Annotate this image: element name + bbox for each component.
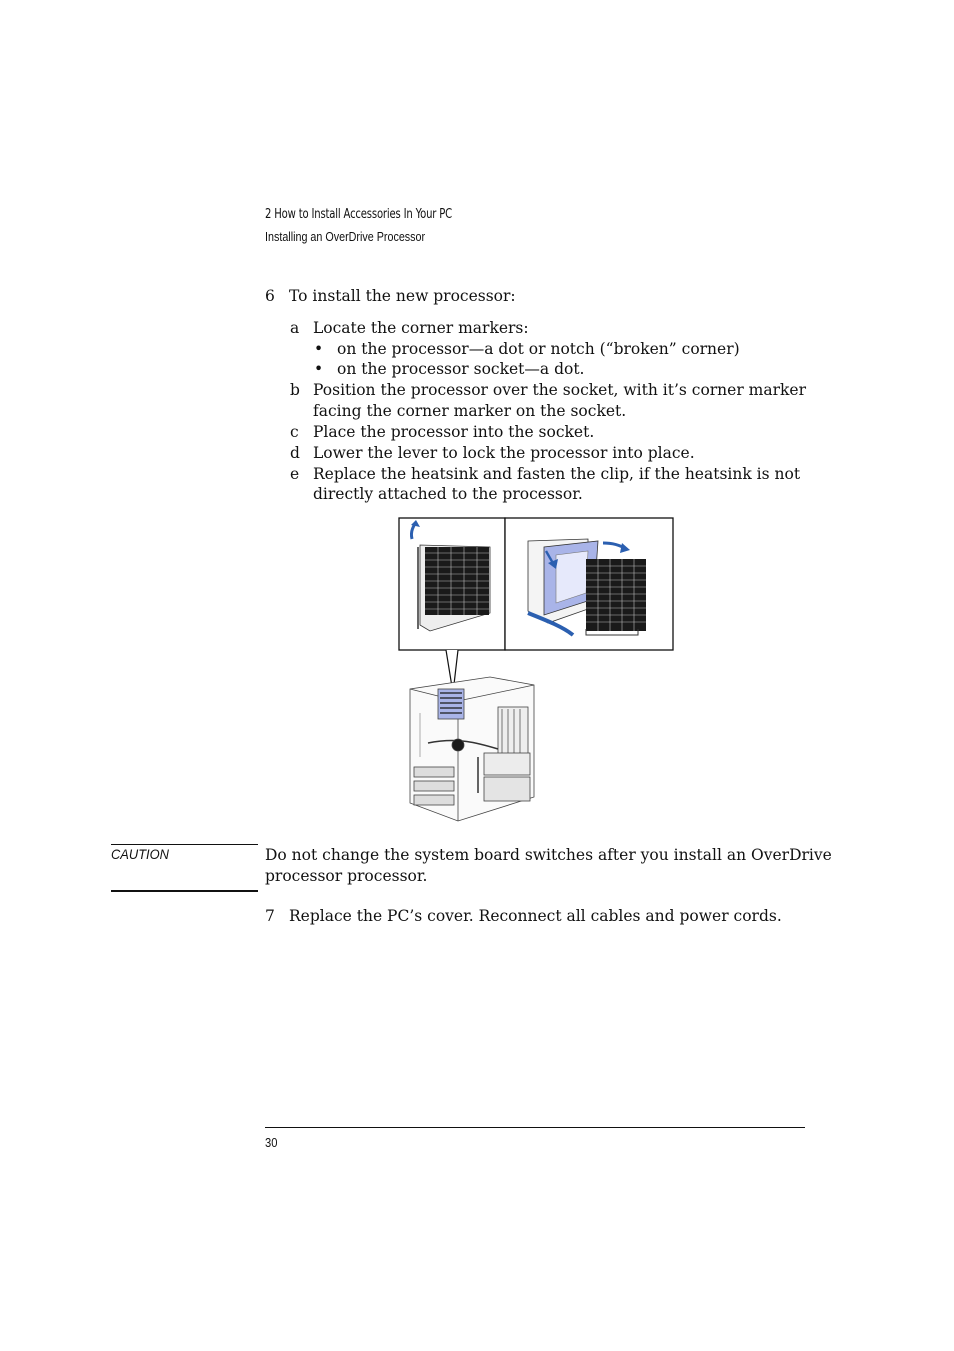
substep-text: Replace the heatsink and fasten the clip, if the heatsink is not [313, 465, 801, 483]
substep-text: Locate the corner markers: [313, 319, 529, 337]
caution-top-rule [111, 844, 258, 845]
caution-text: Do not change the system board switches after you install an OverDrive [265, 846, 832, 864]
substep-text: directly attached to the processor. [313, 485, 583, 503]
substep-letter: a [290, 319, 300, 337]
substep-text: facing the corner marker on the socket. [313, 402, 627, 420]
bullet-text: on the processor socket—a dot. [337, 360, 585, 378]
caution-bottom-rule [111, 890, 258, 892]
caution-label: CAUTION [111, 846, 169, 862]
bullet-marker: • [314, 360, 324, 378]
substep-letter: d [290, 444, 300, 462]
substep-letter: c [290, 423, 299, 441]
substep-letter: b [290, 381, 300, 399]
step-number: 7 [265, 907, 275, 925]
chapter-heading: 2 How to Install Accessories In Your PC [265, 207, 453, 222]
processor-install-illustration [398, 517, 678, 823]
substep-text: Lower the lever to lock the processor into place. [313, 444, 695, 462]
bullet-marker: • [314, 340, 324, 358]
section-heading: Installing an OverDrive Processor [265, 230, 426, 244]
pc-tower-icon [410, 677, 534, 821]
step-text: Replace the PC’s cover. Reconnect all cables and power cords. [289, 907, 782, 925]
substep-text: Place the processor into the socket. [313, 423, 595, 441]
caution-text: processor processor. [265, 867, 428, 885]
heatsink-right-icon [586, 559, 646, 635]
substep-text: Position the processor over the socket, with it’s corner marker [313, 381, 806, 399]
page-number: 30 [265, 1135, 278, 1150]
bullet-text: on the processor—a dot or notch (“broken” corner) [337, 340, 740, 358]
footer-rule [265, 1127, 805, 1128]
step-number: 6 [265, 287, 275, 305]
step-text: To install the new processor: [289, 287, 516, 305]
substep-letter: e [290, 465, 300, 483]
